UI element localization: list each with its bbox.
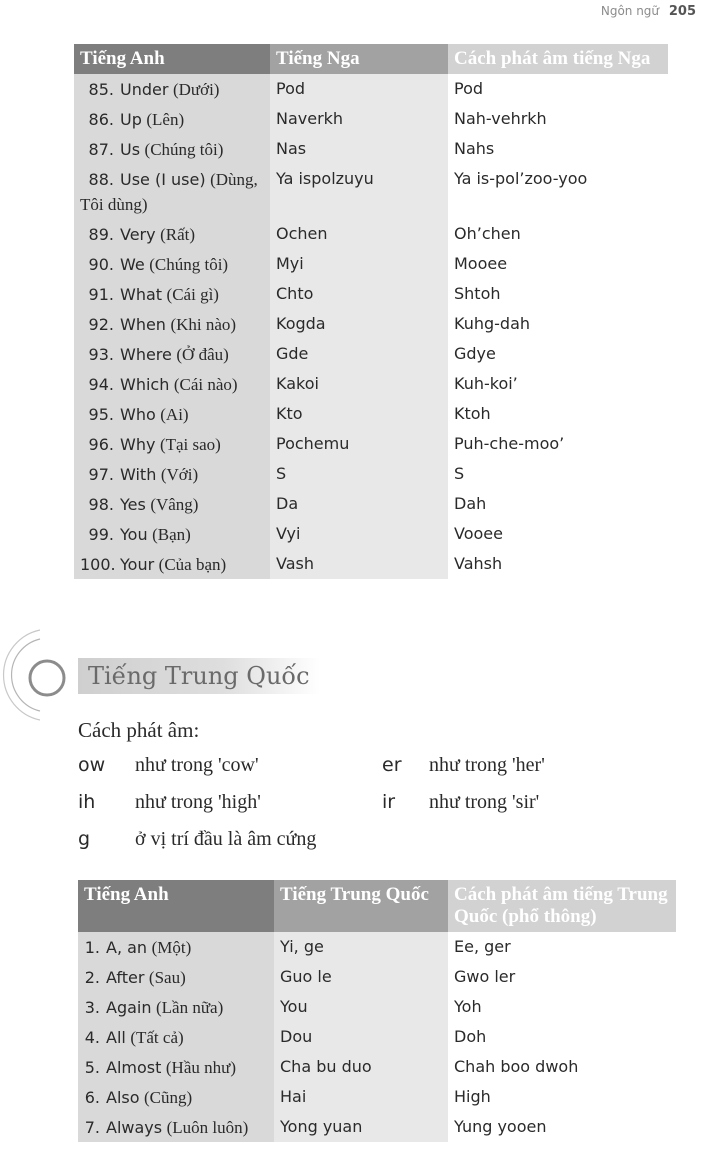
russian-word-cell: Chto — [270, 279, 448, 309]
russian-word-cell: Naverkh — [270, 104, 448, 134]
vietnamese-translation: (Tại sao) — [159, 435, 221, 454]
vietnamese-translation: (Một) — [151, 938, 192, 957]
entry-number: 3. — [84, 998, 100, 1017]
english-word: Your — [120, 555, 155, 574]
russian-word-cell: Da — [270, 489, 448, 519]
pronunciation-symbol: ow — [78, 754, 106, 776]
vietnamese-translation: (Của bạn) — [158, 555, 227, 574]
table-row — [78, 1082, 676, 1112]
table-row — [74, 249, 668, 279]
english-word-cell — [74, 459, 270, 489]
english-word-cell — [74, 104, 270, 134]
russian-word-cell: Nas — [270, 134, 448, 164]
english-word-cell — [78, 1052, 274, 1082]
table-row — [74, 519, 668, 549]
column-header-russian: Tiếng Nga — [270, 44, 448, 74]
pronunciation-cell: Vahsh — [448, 549, 668, 579]
english-word: A, an — [106, 938, 148, 957]
table-row — [78, 1112, 676, 1142]
page-number: 205 — [668, 4, 696, 19]
vietnamese-translation: (Vâng) — [150, 495, 199, 514]
entry-number: 91. — [88, 285, 114, 304]
table-row — [74, 399, 668, 429]
english-word-cell — [74, 219, 270, 249]
entry-number: 89. — [88, 225, 114, 244]
table-row — [74, 459, 668, 489]
vietnamese-translation: (Ở đâu) — [176, 345, 229, 364]
entry-number: 86. — [88, 110, 114, 129]
english-word-cell — [78, 1112, 274, 1142]
english-word: What — [120, 285, 163, 304]
vietnamese-translation: (Ai) — [160, 405, 189, 424]
pronunciation-cell: Oh’chen — [448, 219, 668, 249]
english-word-cell — [74, 339, 270, 369]
table-row — [74, 429, 668, 459]
english-word: Where — [120, 345, 172, 364]
table-row — [74, 74, 668, 104]
pronunciation-cell: Chah boo dwoh — [448, 1052, 676, 1082]
english-word: Who — [120, 405, 156, 424]
table-row — [74, 489, 668, 519]
vietnamese-translation: (Hầu như) — [165, 1058, 236, 1077]
entry-number: 95. — [88, 405, 114, 424]
column-header-english: Tiếng Anh — [78, 880, 274, 932]
english-word-cell — [74, 519, 270, 549]
vietnamese-translation: (Tất cả) — [130, 1028, 184, 1047]
chinese-word-cell: Cha bu duo — [274, 1052, 448, 1082]
pronunciation-cell: S — [448, 459, 668, 489]
table-row — [74, 549, 668, 579]
english-word-cell — [78, 932, 274, 962]
entry-number: 90. — [88, 255, 114, 274]
vietnamese-translation: (Lên) — [146, 110, 185, 129]
pronunciation-cell: Vooee — [448, 519, 668, 549]
english-word: Up — [120, 110, 142, 129]
vietnamese-translation: (Lần nữa) — [156, 998, 224, 1017]
entry-number: 87. — [88, 140, 114, 159]
pronunciation-symbol: ir — [382, 791, 396, 813]
table-row — [74, 279, 668, 309]
english-word-cell — [74, 549, 270, 579]
english-word: Again — [106, 998, 152, 1017]
pronunciation-cell: Gwo ler — [448, 962, 676, 992]
english-word-cell — [74, 489, 270, 519]
entry-number: 93. — [88, 345, 114, 364]
english-word: Yes — [120, 495, 146, 514]
russian-word-cell: Pod — [270, 74, 448, 104]
entry-number: 99. — [88, 525, 114, 544]
russian-word-cell: Kakoi — [270, 369, 448, 399]
vietnamese-translation: (Dưới) — [172, 80, 220, 99]
pronunciation-cell: Puh-che-moo’ — [448, 429, 668, 459]
pronunciation-description: như trong 'her' — [429, 754, 545, 776]
russian-word-cell: Vash — [270, 549, 448, 579]
pronunciation-cell: Kuh-koi’ — [448, 369, 668, 399]
russian-vocabulary-table — [74, 44, 668, 579]
english-word: All — [106, 1028, 126, 1047]
table-row — [74, 309, 668, 339]
russian-word-cell: Myi — [270, 249, 448, 279]
english-word-cell — [78, 1022, 274, 1052]
vietnamese-translation: (Với) — [160, 465, 199, 484]
entry-number: 5. — [84, 1058, 100, 1077]
english-word: Why — [120, 435, 156, 454]
chinese-word-cell: Hai — [274, 1082, 448, 1112]
table-row — [78, 1052, 676, 1082]
vietnamese-translation: (Cái nào) — [173, 375, 238, 394]
table-row — [78, 962, 676, 992]
entry-number: 2. — [84, 968, 100, 987]
english-word-cell — [74, 369, 270, 399]
english-word-cell — [74, 279, 270, 309]
vietnamese-translation: (Cái gì) — [166, 285, 219, 304]
pronunciation-cell: Yoh — [448, 992, 676, 1022]
header-section-name: Ngôn ngữ — [600, 4, 660, 18]
pronunciation-cell: Gdye — [448, 339, 668, 369]
pronunciation-description: như trong 'high' — [135, 791, 261, 813]
entry-number: 1. — [84, 938, 100, 957]
russian-word-cell: Kogda — [270, 309, 448, 339]
pronunciation-symbol: er — [382, 754, 402, 776]
english-word: Which — [120, 375, 170, 394]
english-word: Us — [120, 140, 141, 159]
chinese-word-cell: Dou — [274, 1022, 448, 1052]
english-word-cell — [74, 74, 270, 104]
column-header-english: Tiếng Anh — [74, 44, 270, 74]
pronunciation-cell: Dah — [448, 489, 668, 519]
english-word: Use (I use) — [120, 170, 206, 189]
pronunciation-cell: Nahs — [448, 134, 668, 164]
vietnamese-translation: (Luôn luôn) — [166, 1118, 249, 1137]
english-word: We — [120, 255, 145, 274]
vietnamese-translation: (Khi nào) — [170, 315, 237, 334]
entry-number: 97. — [88, 465, 114, 484]
entry-number: 7. — [84, 1118, 100, 1137]
chinese-word-cell: Yi, ge — [274, 932, 448, 962]
english-word-cell — [74, 134, 270, 164]
russian-word-cell: Ya ispolzuyu — [270, 164, 448, 219]
table-row — [74, 134, 668, 164]
english-word: With — [120, 465, 157, 484]
column-header-chinese-pronunciation: Cách phát âm tiếng Trung Quốc (phổ thông) — [448, 880, 676, 932]
vietnamese-translation: (Bạn) — [152, 525, 191, 544]
section-circle-icon — [0, 625, 75, 725]
pronunciation-cell: Ee, ger — [448, 932, 676, 962]
pronunciation-description: như trong 'cow' — [135, 754, 259, 776]
english-word-cell — [74, 164, 270, 219]
vietnamese-translation: (Dùng, Tôi dùng) — [80, 170, 258, 214]
chinese-word-cell: Yong yuan — [274, 1112, 448, 1142]
pronunciation-cell: Pod — [448, 74, 668, 104]
english-word: When — [120, 315, 166, 334]
chinese-section-heading: Tiếng Trung Quốc — [78, 658, 320, 694]
english-word-cell — [74, 399, 270, 429]
table-row — [74, 104, 668, 134]
vietnamese-translation: (Cũng) — [144, 1088, 193, 1107]
table-row — [74, 219, 668, 249]
vietnamese-translation: (Chúng tôi) — [149, 255, 229, 274]
table-row — [78, 992, 676, 1022]
entry-number: 85. — [88, 80, 114, 99]
table-row — [78, 932, 676, 962]
table-row — [74, 339, 668, 369]
table-row — [74, 164, 668, 219]
column-header-chinese: Tiếng Trung Quốc — [274, 880, 448, 932]
pronunciation-cell: Shtoh — [448, 279, 668, 309]
english-word-cell — [78, 1082, 274, 1112]
russian-word-cell: S — [270, 459, 448, 489]
pronunciation-cell: Ya is-pol’zoo-yoo — [448, 164, 668, 219]
russian-word-cell: Gde — [270, 339, 448, 369]
table-header-row — [78, 880, 676, 932]
english-word: Always — [106, 1118, 163, 1137]
column-header-russian-pronunciation: Cách phát âm tiếng Nga — [448, 44, 668, 74]
vietnamese-translation: (Sau) — [148, 968, 186, 987]
russian-word-cell: Ochen — [270, 219, 448, 249]
pronunciation-cell: Ktoh — [448, 399, 668, 429]
pronunciation-cell: Yung yooen — [448, 1112, 676, 1142]
pronunciation-label: Cách phát âm: — [78, 718, 200, 742]
chinese-vocabulary-table — [78, 880, 676, 1142]
pronunciation-symbol: g — [78, 828, 91, 850]
chinese-word-cell: Guo le — [274, 962, 448, 992]
vietnamese-translation: (Rất) — [160, 225, 196, 244]
vietnamese-translation: (Chúng tôi) — [144, 140, 224, 159]
russian-word-cell: Vyi — [270, 519, 448, 549]
pronunciation-cell: Doh — [448, 1022, 676, 1052]
table-row — [78, 1022, 676, 1052]
pronunciation-symbol: ih — [78, 791, 96, 813]
english-word-cell — [74, 249, 270, 279]
english-word: Very — [120, 225, 156, 244]
table-header-row — [74, 44, 668, 74]
english-word: Under — [120, 80, 169, 99]
english-word: You — [120, 525, 148, 544]
english-word-cell — [74, 429, 270, 459]
english-word-cell — [78, 992, 274, 1022]
english-word: After — [106, 968, 145, 987]
pronunciation-cell: Kuhg-dah — [448, 309, 668, 339]
entry-number: 98. — [88, 495, 114, 514]
pronunciation-description: ở vị trí đầu là âm cứng — [135, 828, 317, 850]
entry-number: 6. — [84, 1088, 100, 1107]
running-header — [601, 4, 696, 19]
english-word: Almost — [106, 1058, 162, 1077]
pronunciation-description: như trong 'sir' — [429, 791, 540, 813]
table-row — [74, 369, 668, 399]
entry-number: 94. — [88, 375, 114, 394]
english-word-cell — [78, 962, 274, 992]
russian-word-cell: Kto — [270, 399, 448, 429]
entry-number: 96. — [88, 435, 114, 454]
chinese-word-cell: You — [274, 992, 448, 1022]
russian-word-cell: Pochemu — [270, 429, 448, 459]
pronunciation-cell: Mooee — [448, 249, 668, 279]
pronunciation-cell: Nah-vehrkh — [448, 104, 668, 134]
entry-number: 88. — [88, 170, 114, 189]
english-word: Also — [106, 1088, 140, 1107]
entry-number: 4. — [84, 1028, 100, 1047]
english-word-cell — [74, 309, 270, 339]
entry-number: 100. — [80, 555, 116, 574]
entry-number: 92. — [88, 315, 114, 334]
pronunciation-cell: High — [448, 1082, 676, 1112]
